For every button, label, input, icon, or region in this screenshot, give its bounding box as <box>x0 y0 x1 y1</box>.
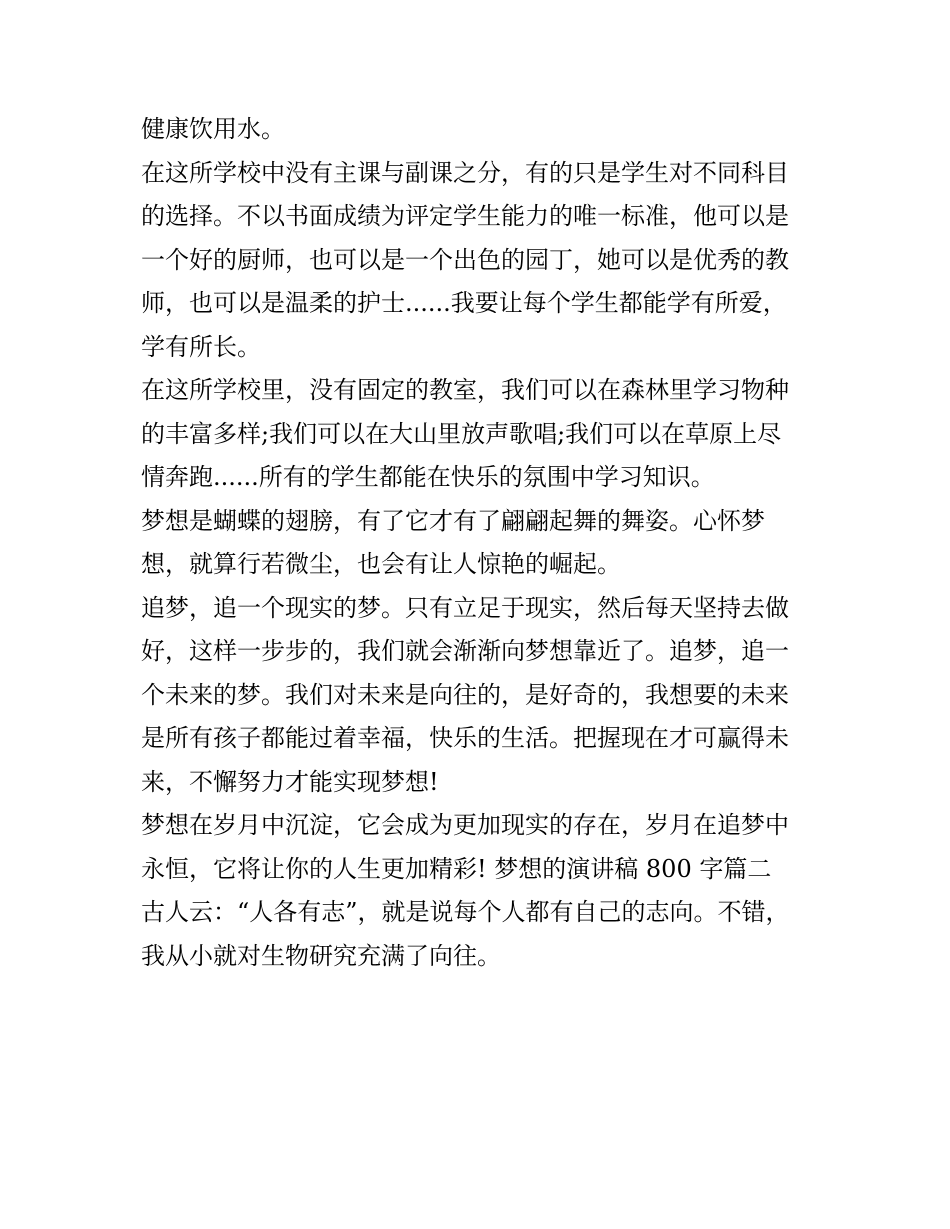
text-line: 一个好的厨师，也可以是一个出色的园丁，她可以是优秀的教 <box>141 245 789 274</box>
text-line: 的丰富多样;我们可以在大山里放声歌唱;我们可以在草原上尽 <box>141 419 782 448</box>
text-line: 是所有孩子都能过着幸福，快乐的生活。把握现在才可赢得未 <box>141 724 789 752</box>
text-line: 在这所学校里，没有固定的教室，我们可以在森林里学习物种 <box>141 376 789 404</box>
text-line: 的选择。不以书面成绩为评定学生能力的唯一标准，他可以是 <box>141 202 789 230</box>
document-body <box>141 108 821 978</box>
text-line: 师，也可以是温柔的护士......我要让每个学生都能学有所爱， <box>141 289 787 317</box>
text-line: 梦想是蝴蝶的翅膀，有了它才有了翩翩起舞的舞姿。心怀梦 <box>141 506 765 535</box>
text-line: 永恒，它将让你的人生更加精彩! 梦想的演讲稿 800 字篇二 <box>141 854 772 883</box>
text-line: 想，就算行若微尘，也会有让人惊艳的崛起。 <box>141 550 621 578</box>
text-line: 梦想在岁月中沉淀，它会成为更加现实的存在，岁月在追梦中 <box>141 811 789 839</box>
text-line: 追梦，追一个现实的梦。只有立足于现实，然后每天坚持去做 <box>141 593 789 622</box>
text-line: 健康饮用水。 <box>141 115 285 143</box>
text-line: 个未来的梦。我们对未来是向往的，是好奇的，我想要的未来 <box>141 680 789 709</box>
text-line: 在这所学校中没有主课与副课之分，有的只是学生对不同科目 <box>141 158 789 187</box>
text-line: 学有所长。 <box>141 332 261 361</box>
text-line: 来，不懈努力才能实现梦想! <box>141 767 439 796</box>
text-line: 古人云：“人各有志”，就是说每个人都有自己的志向。不错， <box>141 898 790 926</box>
text-line: 我从小就对生物研究充满了向往。 <box>141 941 501 970</box>
text-line: 情奔跑......所有的学生都能在快乐的氛围中学习知识。 <box>141 463 715 491</box>
text-line: 好，这样一步步的，我们就会渐渐向梦想靠近了。追梦，追一 <box>141 637 789 665</box>
